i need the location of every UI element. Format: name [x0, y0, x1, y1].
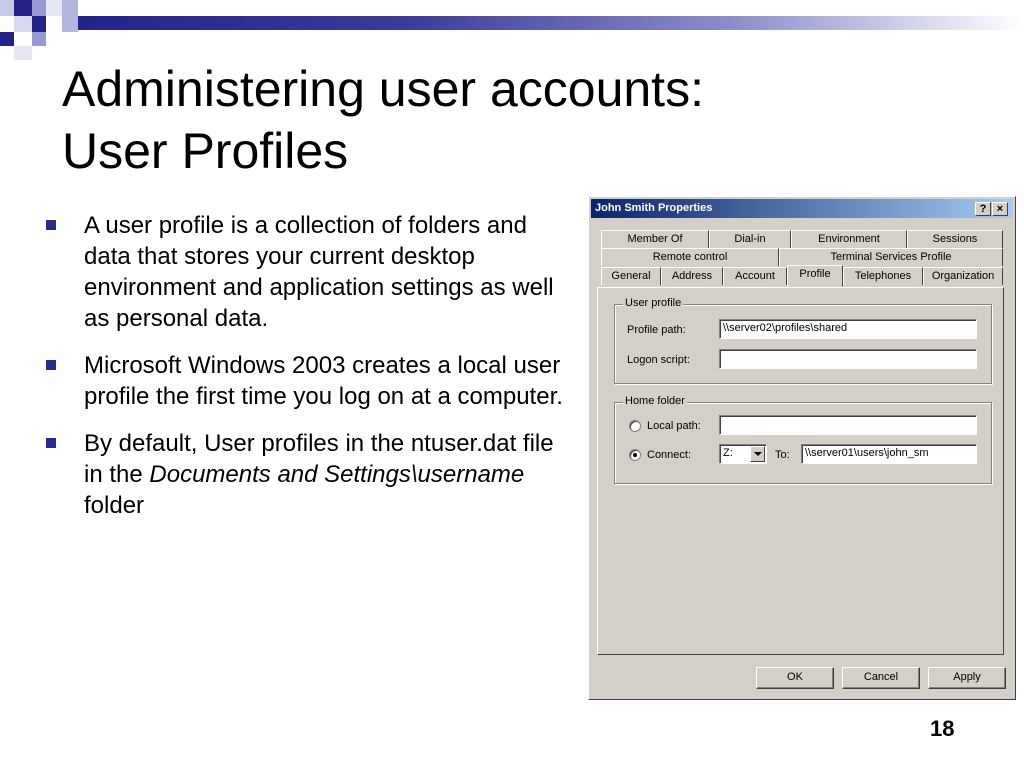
home-folder-path-input[interactable]: \\server01\users\john_sm: [801, 444, 977, 464]
local-path-label: Local path:: [647, 420, 701, 432]
profile-path-label: Profile path:: [627, 324, 686, 336]
tab-telephones[interactable]: Telephones: [843, 267, 923, 285]
connect-radio[interactable]: [629, 449, 641, 461]
bullet-square-icon: [46, 360, 56, 370]
tab-address[interactable]: Address: [661, 267, 723, 285]
dropdown-button[interactable]: [750, 446, 765, 462]
bullet-square-icon: [46, 220, 56, 230]
apply-button[interactable]: Apply: [928, 667, 1006, 689]
bullet-item: [46, 350, 566, 412]
home-folder-group-label: Home folder: [625, 395, 685, 407]
bullet-text: Microsoft Windows 2003 creates a local user profile the first time you log on at a computer.: [84, 352, 563, 410]
tab-profile[interactable]: Profile: [787, 265, 843, 286]
logon-script-label: Logon script:: [627, 354, 690, 366]
local-path-radio[interactable]: [629, 420, 641, 432]
profile-path-input[interactable]: \\server02\profiles\shared: [719, 319, 977, 339]
tab-general[interactable]: General: [601, 267, 661, 285]
ok-button[interactable]: OK: [756, 667, 834, 689]
tab-sessions[interactable]: Sessions: [907, 230, 1003, 248]
home-folder-group: [614, 395, 992, 484]
bullet-text: A user profile is a collection of folders and data that stores your current desktop environment and application settings as well as personal data.: [84, 212, 554, 332]
bullet-text-prefix: By default, User profiles in the ntuser.dat file in the: [84, 430, 554, 488]
tab-organization[interactable]: Organization: [923, 267, 1003, 285]
radio-selected-dot: [633, 453, 637, 457]
bullet-list: [46, 210, 566, 537]
properties-dialog: [588, 196, 1016, 700]
local-path-input[interactable]: [719, 415, 977, 435]
tab-environment[interactable]: Environment: [791, 230, 907, 248]
help-button[interactable]: ?: [975, 202, 991, 216]
tab-dial-in[interactable]: Dial-in: [709, 230, 791, 248]
dialog-title: John Smith Properties: [595, 202, 713, 214]
bullet-text-italic-path: Documents and Settings\username: [149, 461, 525, 488]
tab-member-of[interactable]: Member Of: [601, 230, 709, 248]
header-bar: [78, 16, 1024, 30]
slide-title: [62, 58, 822, 182]
bullet-item: [46, 428, 566, 521]
to-label: To:: [775, 449, 790, 461]
slide-title-line1: Administering user accounts:: [62, 61, 704, 117]
chevron-down-icon: [754, 452, 762, 456]
tab-remote-control[interactable]: Remote control: [601, 248, 779, 266]
logon-script-input[interactable]: [719, 349, 977, 369]
tab-account[interactable]: Account: [723, 267, 787, 285]
cancel-button[interactable]: Cancel: [842, 667, 920, 689]
slide-title-line2: User Profiles: [62, 123, 349, 179]
bullet-text-suffix: folder: [84, 492, 145, 519]
connect-label: Connect:: [647, 449, 692, 461]
drive-letter-select[interactable]: [719, 444, 767, 464]
drive-letter-value: Z:: [723, 447, 733, 459]
user-profile-group: [614, 297, 992, 384]
page-number: 18: [930, 716, 955, 741]
bullet-text: [84, 430, 554, 519]
tab-panel-profile: [597, 287, 1004, 655]
bullet-square-icon: [46, 438, 56, 448]
bullet-item: [46, 210, 566, 334]
user-profile-group-label: User profile: [625, 297, 682, 309]
tab-terminal-services-profile[interactable]: Terminal Services Profile: [779, 248, 1003, 266]
close-button[interactable]: ×: [992, 202, 1008, 216]
dialog-titlebar[interactable]: [591, 199, 1013, 218]
